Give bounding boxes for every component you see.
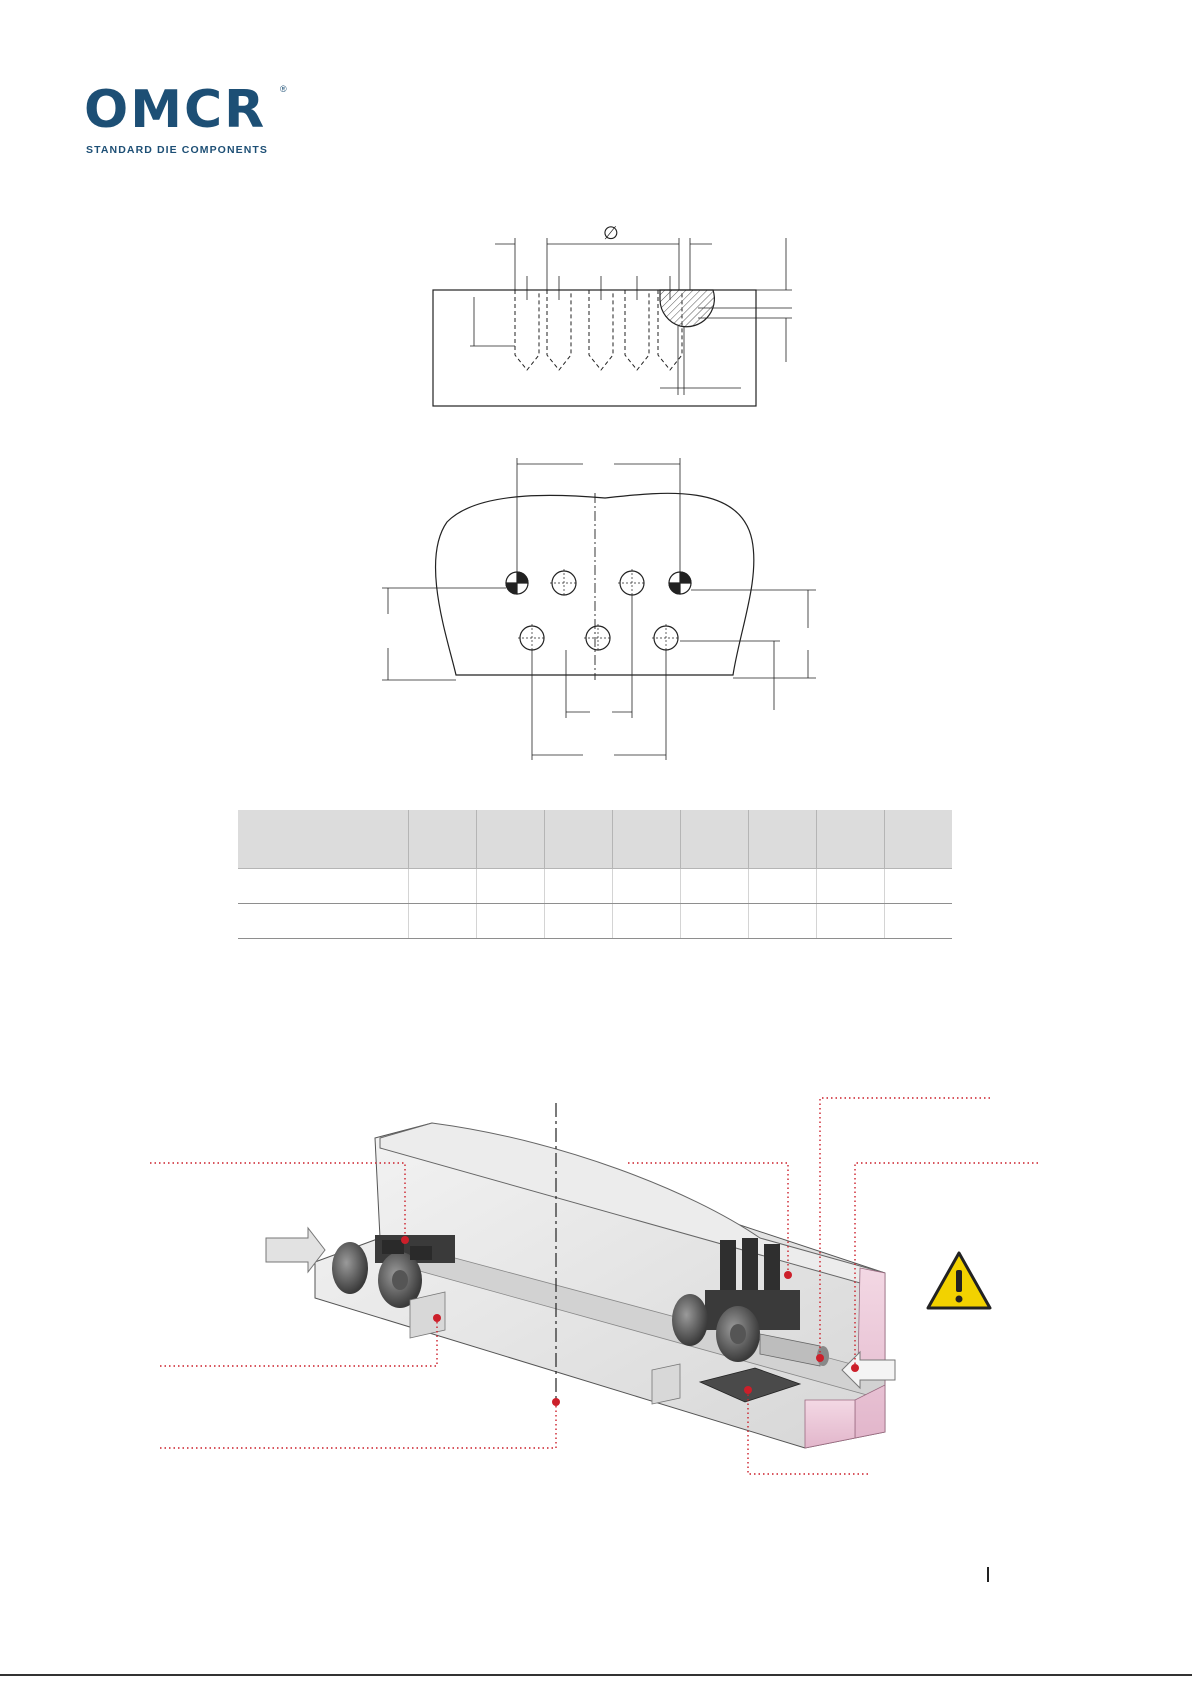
registered-mark: ®	[280, 84, 287, 94]
logo-wordmark: OMCR	[84, 80, 267, 140]
table-cell	[884, 869, 952, 903]
table-cell	[544, 869, 612, 903]
table-cell	[612, 869, 680, 903]
table-cell	[408, 869, 476, 903]
logo-tagline: STANDARD DIE COMPONENTS	[86, 144, 269, 156]
table-cell	[476, 904, 544, 938]
table-cell	[238, 904, 408, 938]
table-header-cell	[748, 810, 816, 868]
table-cell	[680, 904, 748, 938]
table-cell	[612, 904, 680, 938]
table-header-cell	[544, 810, 612, 868]
table-row	[238, 904, 952, 939]
left-guide-block	[410, 1292, 445, 1338]
hole-4	[625, 290, 649, 370]
drilled-holes	[515, 290, 682, 370]
table-cell	[816, 869, 884, 903]
die-illustration	[266, 1103, 895, 1448]
table-cell	[408, 904, 476, 938]
hole-3	[589, 290, 613, 370]
table-header-cell	[408, 810, 476, 868]
table-cell	[884, 904, 952, 938]
table-header-cell	[476, 810, 544, 868]
hole-2	[547, 290, 571, 370]
hole-1	[515, 290, 539, 370]
table-header-cell	[816, 810, 884, 868]
table-cell	[476, 869, 544, 903]
page-bottom-rule	[0, 1674, 1192, 1676]
middle-guide-block	[652, 1364, 680, 1404]
table-header-cell	[612, 810, 680, 868]
page-number-marker	[987, 1567, 989, 1582]
section-view	[433, 238, 792, 406]
warning-triangle-icon	[925, 1250, 993, 1312]
table-header	[238, 810, 952, 869]
table-header-cell	[884, 810, 952, 868]
table-cell	[680, 869, 748, 903]
plan-view	[382, 458, 816, 760]
table-cell	[816, 904, 884, 938]
table-header-cell	[680, 810, 748, 868]
diameter-symbol: ∅	[603, 223, 619, 244]
table-cell	[544, 904, 612, 938]
plan-dimension-lines	[382, 458, 816, 760]
table-cell	[748, 904, 816, 938]
table-cell	[238, 869, 408, 903]
table-row	[238, 869, 952, 904]
table-header-cell	[238, 810, 408, 868]
table-cell	[748, 869, 816, 903]
dowel-quadrant	[517, 572, 528, 583]
dimension-lines	[470, 238, 792, 395]
spec-table	[238, 810, 952, 939]
